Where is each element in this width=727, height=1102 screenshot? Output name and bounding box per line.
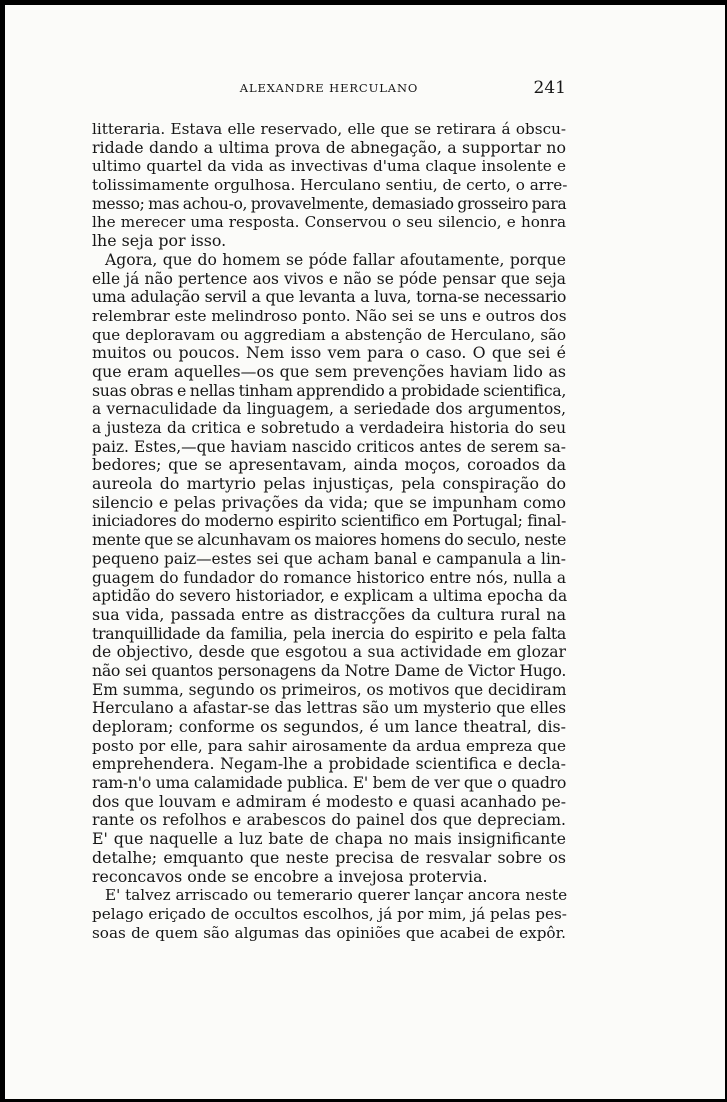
text-line: dos que louvam e admiram é modesto e quasi acanhado pe- bbox=[92, 792, 566, 811]
text-line: Agora, que do homem se póde fallar afoutamente, porque bbox=[105, 250, 566, 269]
text-line: paiz. Estes,—que haviam nascido criticos antes de serem sa- bbox=[92, 437, 566, 456]
text-line: bedores; que se apresentavam, ainda moços, coroados da bbox=[92, 455, 566, 475]
text-line: não sei quantos personagens da Notre Dame de Victor Hugo. bbox=[92, 660, 566, 680]
page-number: 241 bbox=[533, 78, 566, 98]
text-line: emprehendera. Negam-lhe a probidade scientifica e decla- bbox=[92, 754, 566, 774]
text-line: litteraria. Estava elle reservado, elle que se retirara á obscu- bbox=[92, 120, 566, 138]
text-line: guagem do fundador do romance historico entre nós, nulla a bbox=[92, 568, 566, 587]
text-line: relembrar este melindroso ponto. Não sei se uns e outros dos bbox=[92, 306, 567, 325]
text-line: posto por elle, para sahir airosamente da ardua empreza que bbox=[92, 736, 566, 755]
text-line: iniciadores do moderno espirito scientifico em Portugal; final- bbox=[92, 511, 566, 531]
text-line: tranquillidade da familia, pela inercia do espirito e pela falta bbox=[92, 623, 566, 643]
text-line: ridade dando a ultima prova de abnegação, a supportar no bbox=[92, 137, 566, 157]
text-line: rante os refolhos e arabescos do painel dos que depreciam. bbox=[92, 811, 566, 830]
book-page bbox=[92, 78, 566, 942]
text-line: pequeno paiz—estes sei que acham banal e campanula a lin- bbox=[92, 549, 566, 568]
text-line: reconcavos onde se encobre a invejosa protervia. bbox=[92, 866, 488, 886]
text-line: messo; mas achou-o, provavelmente, demasiado grosseiro para bbox=[92, 194, 567, 213]
running-head-title: ALEXANDRE HERCULANO bbox=[239, 81, 419, 95]
text-line: a vernaculidade da linguagem, a seriedade dos argumentos, bbox=[92, 400, 566, 419]
text-line: mente que se alcunhavam os maiores homens do seculo, neste bbox=[92, 530, 566, 550]
text-line: lhe seja por isso. bbox=[92, 231, 227, 251]
text-line: que deploravam ou aggrediam a abstenção de Herculano, são bbox=[92, 325, 566, 344]
text-line: elle já não pertence aos vivos e não se póde pensar que seja bbox=[92, 269, 566, 288]
text-line: E' talvez arriscado ou temerario querer lançar ancora neste bbox=[105, 886, 568, 905]
text-line: silencio e pelas privações da vida; que se impunham como bbox=[92, 492, 566, 512]
text-line: aptidão do severo historiador, e explicam a ultima epocha da bbox=[92, 587, 568, 606]
text-line: de objectivo, desde que esgotou a sua actividade em glozar bbox=[92, 643, 566, 662]
running-head bbox=[92, 78, 566, 106]
text-line: ram-n'o uma calamidade publica. E' bem de ver que o quadro bbox=[92, 773, 566, 793]
text-line: soas de quem são algumas das opiniões que acabei de expôr. bbox=[92, 923, 566, 942]
text-line: uma adulação servil a que levanta a luva, torna-se necessario bbox=[92, 287, 566, 307]
text-line: E' que naquelle a luz bate de chapa no mais insignificante bbox=[92, 829, 566, 849]
text-line: detalhe; emquanto que neste precisa de resvalar sobre os bbox=[92, 847, 566, 867]
text-line: suas obras e nellas tinham apprendido a probidade scientifica, bbox=[92, 380, 566, 400]
body-text bbox=[92, 120, 566, 942]
text-line: muitos ou poucos. Nem isso vem para o caso. O que sei é bbox=[92, 343, 566, 363]
text-line: Herculano a afastar-se das lettras são um mysterio que elles bbox=[92, 699, 566, 718]
text-line: Em summa, segundo os primeiros, os motivos que decidiram bbox=[92, 680, 567, 699]
text-line: que eram aquelles—os que sem prevenções haviam lido as bbox=[92, 361, 566, 381]
text-line: aureola do martyrio pelas injustiças, pela conspiração do bbox=[92, 474, 566, 494]
text-line: pelago eriçado de occultos escolhos, já por mim, já pelas pes- bbox=[92, 904, 567, 923]
text-line: a justeza da critica e sobretudo a verdadeira historia do seu bbox=[92, 419, 566, 437]
text-line: deploram; conforme os segundos, é um lance theatral, dis- bbox=[92, 717, 566, 736]
text-line: tolissimamente orgulhosa. Herculano sentiu, de certo, o arre- bbox=[92, 176, 568, 195]
text-line: sua vida, passada entre as distracções da cultura rural na bbox=[92, 604, 566, 624]
text-line: lhe merecer uma resposta. Conservou o seu silencio, e honra bbox=[92, 213, 566, 232]
text-line: ultimo quartel da vida as invectivas d'uma claque insolente e bbox=[92, 157, 566, 176]
